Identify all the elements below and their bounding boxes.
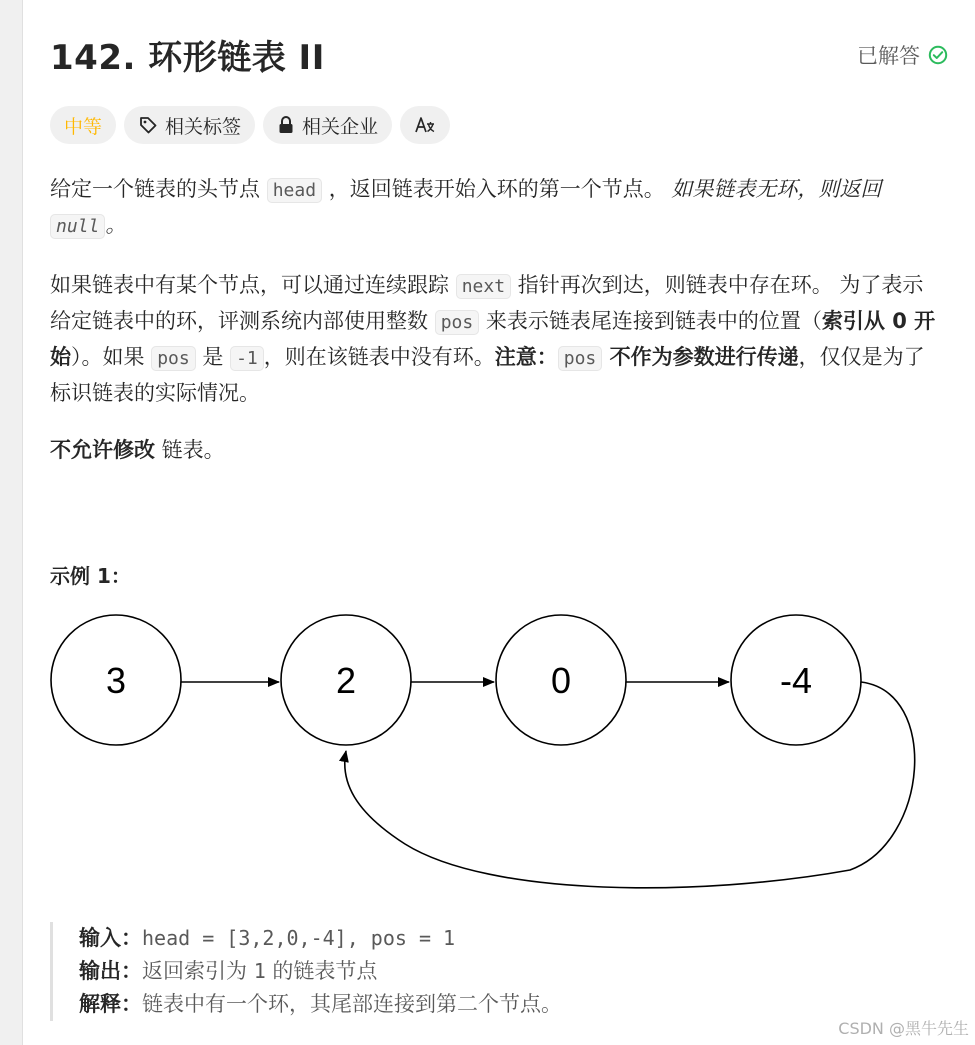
linked-list-svg — [50, 612, 930, 897]
difficulty-badge[interactable] — [50, 106, 116, 144]
output-text: 返回索引为 — [142, 959, 254, 983]
linked-list-diagram — [50, 612, 930, 901]
input-value: head = [3,2,0,-4], pos = 1 — [142, 926, 456, 950]
bold-text: 索引从 0 开始 — [50, 309, 936, 369]
description-paragraph-2 — [50, 268, 940, 410]
inline-code: null — [50, 214, 105, 239]
check-circle-icon — [928, 45, 948, 65]
inline-code: -1 — [230, 346, 264, 371]
text-span: 是 — [195, 345, 231, 369]
inline-code: pos — [558, 346, 603, 371]
node-minus-4 — [731, 615, 861, 745]
example-output-line — [79, 955, 949, 988]
inline-code: pos — [151, 346, 196, 371]
related-companies-button[interactable] — [263, 106, 392, 144]
inline-code: next — [456, 274, 511, 299]
output-text: 的链表节点 — [265, 959, 378, 983]
text-span: ）。如果 — [71, 345, 152, 369]
node-0 — [496, 615, 626, 745]
text-span: 如果链表中有某个节点，可以通过连续跟踪 — [50, 273, 456, 297]
node-value: 3 — [105, 660, 127, 701]
translate-icon — [414, 115, 436, 135]
bold-text: 不允许修改 — [50, 438, 155, 462]
description-paragraph-1 — [50, 172, 940, 244]
output-index: 1 — [253, 959, 266, 983]
watermark: CSDN @黑牛先生 — [838, 1019, 969, 1038]
inline-code: head — [267, 178, 322, 203]
description-paragraph-3 — [50, 433, 940, 467]
text-span: 来表示链表尾连接到链表中的位置（ — [479, 309, 822, 333]
translate-button[interactable] — [400, 106, 450, 144]
related-companies-label: 相关企业 — [302, 115, 379, 138]
problem-title: 142. 环形链表 II — [50, 38, 325, 78]
tag-row — [50, 106, 450, 144]
lock-icon — [277, 115, 295, 135]
example-1-block — [50, 922, 949, 1021]
emphasis-text: 。 — [105, 213, 127, 237]
explain-label: 解释： — [79, 992, 142, 1016]
tag-icon — [138, 115, 158, 135]
solved-label: 已解答 — [857, 44, 920, 68]
text-span: ，仅仅是为了标识链表的实际情况。 — [50, 345, 925, 405]
emphasis-text: 如果链表无环，则返回 — [671, 177, 882, 201]
left-scroll-gutter — [0, 0, 23, 1045]
text-span: 给定一个链表的头节点 — [50, 177, 267, 201]
input-label: 输入： — [79, 926, 142, 950]
related-tags-label: 相关标签 — [165, 115, 242, 138]
node-value: -4 — [779, 660, 813, 701]
node-value: 2 — [335, 660, 357, 701]
node-3 — [51, 615, 181, 745]
text-span: 链表。 — [155, 438, 225, 462]
node-2 — [281, 615, 411, 745]
example-explain-line — [79, 988, 949, 1021]
text-span: 指针再次到达，则链表中存在环。 为了表示给定链表中的环，评测系统内部使用整数 — [50, 273, 924, 333]
explain-value: 链表中有一个环，其尾部连接到第二个节点。 — [142, 992, 562, 1016]
text-span: ，则在该链表中没有环。 — [263, 345, 495, 369]
difficulty-label: 中等 — [64, 115, 103, 138]
solved-status — [857, 40, 948, 70]
output-label: 输出： — [79, 959, 142, 983]
example-1-title: 示例 1： — [50, 564, 131, 588]
text-span: ，返回链表开始入环的第一个节点。 — [322, 177, 672, 201]
inline-code: pos — [435, 310, 480, 335]
bold-text: 不作为参数进行传递 — [602, 345, 799, 369]
bold-text: 注意： — [494, 345, 558, 369]
node-value: 0 — [550, 660, 572, 701]
related-tags-button[interactable] — [124, 106, 255, 144]
example-input-line — [79, 922, 949, 955]
